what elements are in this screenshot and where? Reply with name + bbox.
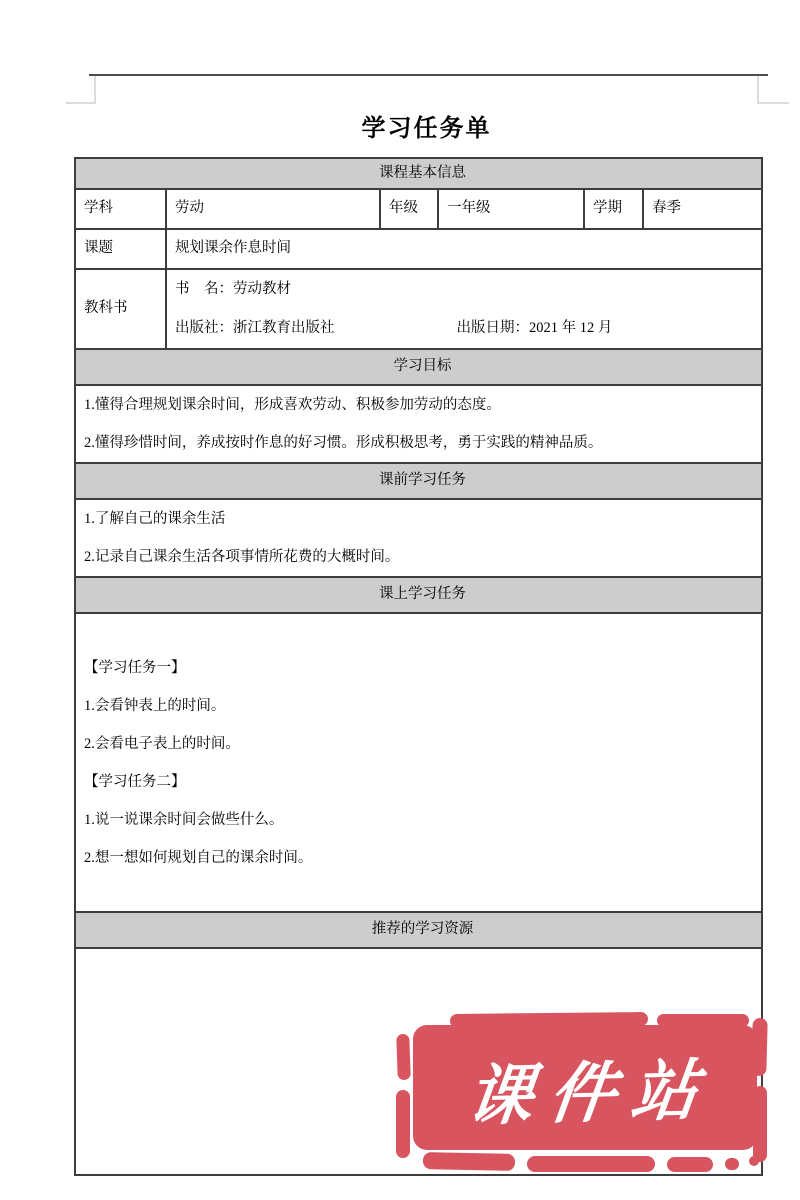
section-row-objectives [75,349,762,385]
topic-label: 课题 [75,229,166,269]
subject-label: 学科 [75,189,166,229]
objective-item: 1.懂得合理规划课余时间，形成喜欢劳动、积极参加劳动的态度。 [84,397,501,413]
table-row [75,229,762,269]
stamp-border-dot [749,1156,759,1166]
table-row [75,499,762,577]
term-value: 春季 [643,189,762,229]
textbook-label: 教科书 [75,269,166,349]
inclass-content [75,613,762,912]
section-row-basic-info [75,158,762,189]
subject-value: 劳动 [166,189,380,229]
inclass-item: 2.会看电子表上的时间。 [84,735,240,752]
table-row [75,613,762,912]
section-header-inclass: 课上学习任务 [75,577,762,613]
grade-label: 年级 [380,189,438,229]
table-row [75,189,762,229]
table-row [75,385,762,463]
topic-value: 规划课余作息时间 [166,229,762,269]
stamp-border-dot [725,1158,739,1170]
term-label: 学期 [584,189,643,229]
text-boundary-mark-right [757,102,789,104]
text-boundary-mark-right [757,76,759,104]
section-row-preclass [75,463,762,499]
stamp-text: 课件站 [462,1051,719,1136]
text-boundary-mark-left [66,102,96,104]
section-row-inclass [75,577,762,613]
stamp-watermark [395,1010,773,1175]
section-header-preclass: 课前学习任务 [75,463,762,499]
textbook-value [166,269,762,349]
stamp-border-stroke [396,1090,410,1158]
preclass-content [75,499,762,577]
inclass-item: 【学习任务二】 [84,773,186,790]
page-title: 学习任务单 [361,116,492,142]
stamp-border-stroke [396,1034,411,1080]
section-header-resources: 推荐的学习资源 [75,912,762,948]
inclass-item: 【学习任务一】 [84,659,186,676]
section-row-resources [75,912,762,948]
page-header-rule [89,74,768,76]
preclass-item: 2.记录自己课余生活各项事情所花费的大概时间。 [84,549,400,565]
grade-value: 一年级 [438,189,584,229]
textbook-publisher: 出版社：浙江教育出版社 [175,320,335,336]
inclass-item: 1.说一说课余时间会做些什么。 [84,811,284,828]
stamp-border-stroke [527,1156,655,1172]
stamp-border-stroke [667,1157,713,1172]
inclass-item: 1.会看钟表上的时间。 [84,697,226,714]
section-header-basic-info: 课程基本信息 [75,158,762,189]
objective-item: 2.懂得珍惜时间，养成按时作息的好习惯。形成积极思考，勇于实践的精神品质。 [84,435,603,451]
textbook-pubdate: 出版日期：2021 年 12 月 [456,320,613,336]
text-boundary-mark-left [94,76,96,104]
objectives-content [75,385,762,463]
stamp-body [413,1025,757,1150]
preclass-item: 1.了解自己的课余生活 [84,511,226,527]
textbook-publish-line [175,309,761,348]
stamp-border-stroke [423,1152,515,1171]
textbook-name: 书 名：劳动教材 [175,281,291,297]
inclass-item: 2.想一想如何规划自己的课余时间。 [84,849,313,866]
section-header-objectives: 学习目标 [75,349,762,385]
table-row [75,269,762,349]
